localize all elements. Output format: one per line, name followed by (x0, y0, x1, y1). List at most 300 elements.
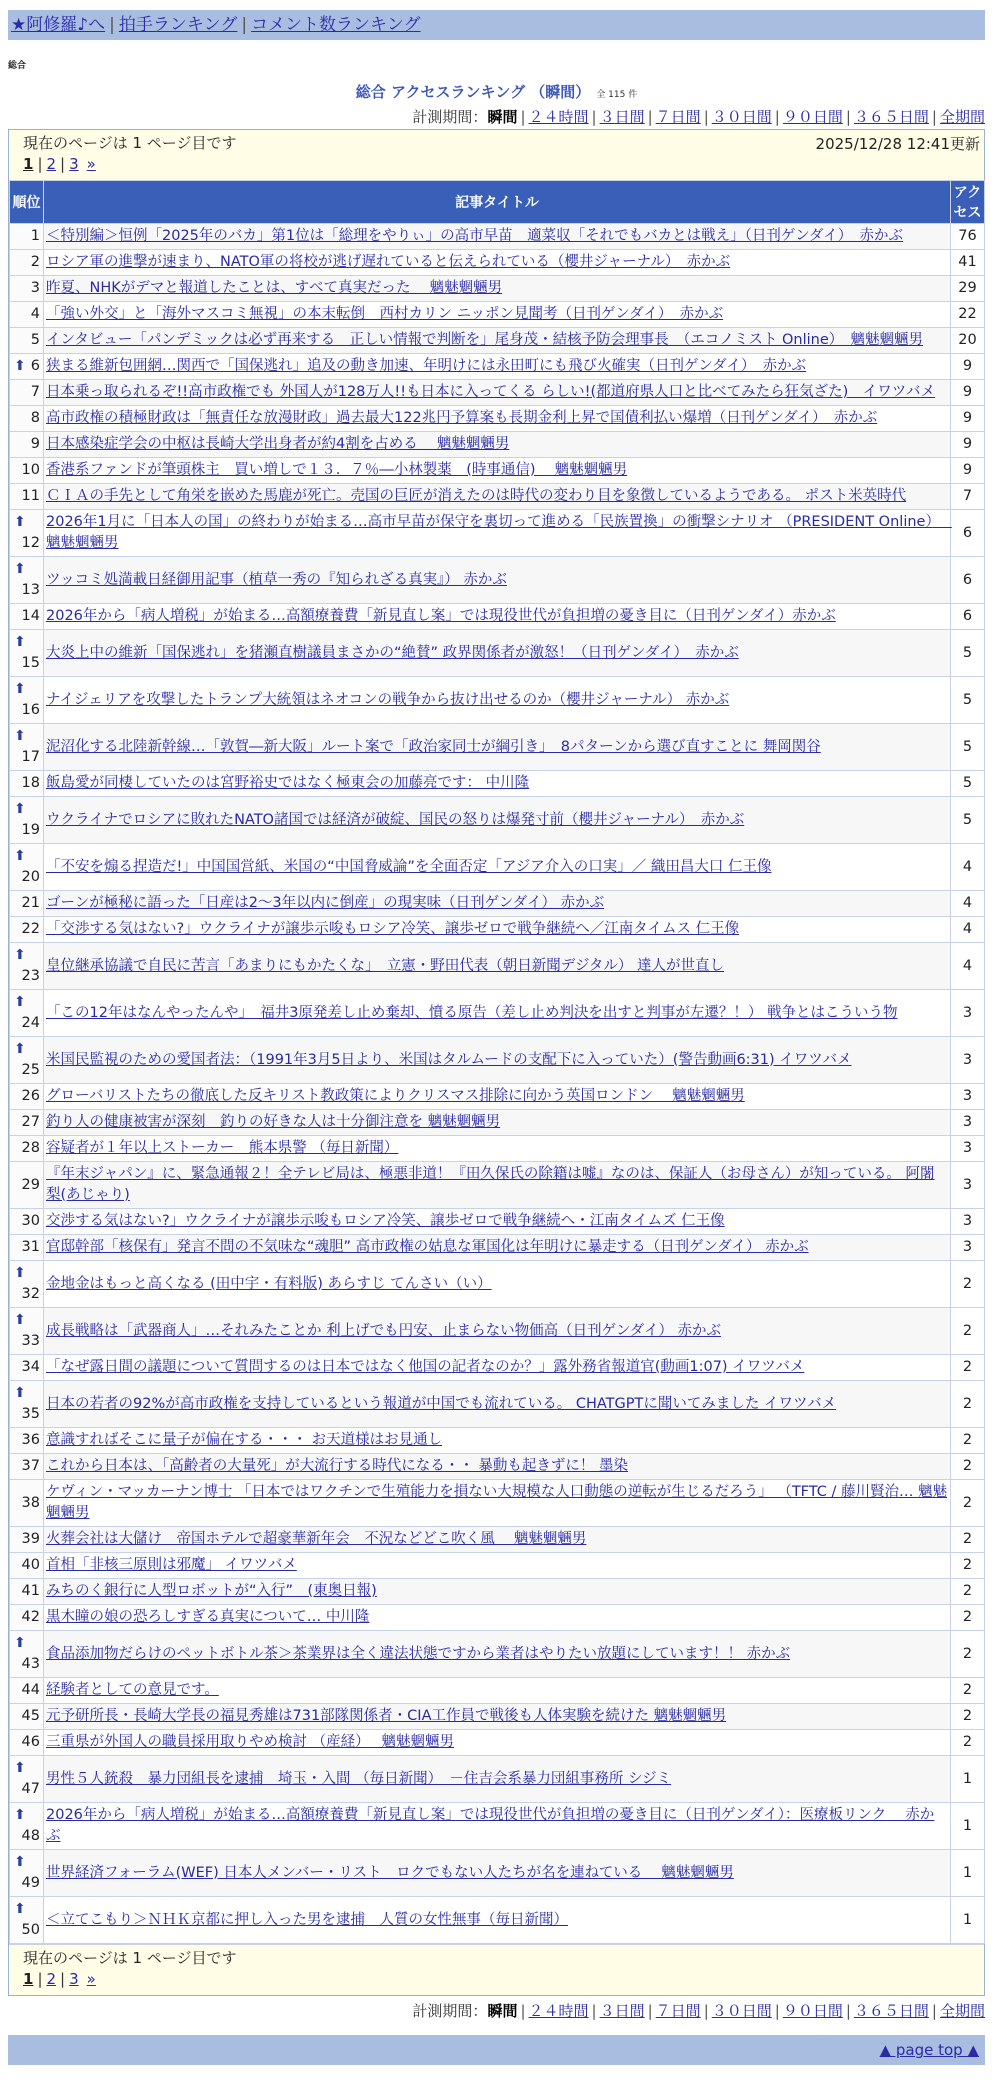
title-cell (44, 354, 951, 380)
pager-next-bottom[interactable]: » (86, 1970, 96, 1988)
table-row (10, 1261, 985, 1308)
period-option-bottom[interactable]: ７日間 (655, 2002, 701, 2020)
rank-cell (10, 224, 44, 250)
rank-number: 21 (21, 895, 40, 911)
title-cell (44, 990, 951, 1037)
rank-number: 27 (21, 1114, 40, 1130)
rank-number: 14 (21, 608, 40, 624)
article-link[interactable]: 金地金はもっと高くなる (田中宇・有料版) あらすじ てんさい（い） (46, 1275, 492, 1292)
table-row (10, 1084, 985, 1110)
table-row (10, 484, 985, 510)
clap-ranking-link[interactable]: 拍手ランキング (118, 15, 238, 35)
title-cell (44, 630, 951, 677)
access-count: 1 (951, 1897, 985, 1944)
access-count: 9 (951, 354, 985, 380)
pager-page-2[interactable]: 2 (46, 155, 57, 173)
article-link[interactable]: 2026年から「病人増税」が始まる…高額療養費「新見直し案」では現役世代が負担増の憂き目に（日刊ゲンダイ）：医療板リンク 赤かぶ (46, 1807, 935, 1844)
rank-up-arrow-icon: ⬆ (14, 994, 26, 1010)
rank-number: 37 (21, 1458, 40, 1474)
article-link[interactable]: みちのく銀行に人型ロボットが“入行” (東奥日報) (46, 1583, 377, 1599)
access-count: 2 (951, 1381, 985, 1428)
pager-top: 1 | 2 | 3 » (23, 155, 96, 173)
pager-page-2-bottom[interactable]: 2 (46, 1970, 57, 1988)
access-count: 22 (951, 302, 985, 328)
rank-number: 11 (21, 488, 40, 504)
rank-number: 41 (21, 1583, 40, 1599)
title-cell (44, 1110, 951, 1136)
title-cell (44, 1162, 951, 1209)
pager-page-1: 1 (23, 155, 34, 173)
article-link[interactable]: インタビュー「パンデミックは必ず再来する 正しい情報で判断を」尾身茂・結核予防会理事長 （エコノミスト Online） 魑魅魍魎男 (46, 332, 924, 348)
table-row (10, 1850, 985, 1897)
pager-page-1-bottom: 1 (23, 1970, 34, 1988)
rank-cell (10, 844, 44, 891)
table-row (10, 432, 985, 458)
article-link[interactable]: 「なぜ露日間の議題について質問するのは日本ではなく他国の記者なのか？」露外務省報道官(動画1:07) イワツバメ (46, 1359, 805, 1375)
rank-number: 17 (21, 749, 40, 765)
rank-number: 26 (21, 1088, 40, 1104)
article-link[interactable]: 官邸幹部「核保有」発言不問の不気味な“魂胆” 高市政権の姑息な軍国化は年明けに暴走する（日刊ゲンダイ） 赤かぶ (46, 1239, 809, 1255)
comment-ranking-link[interactable]: コメント数ランキング (251, 15, 421, 35)
table-row (10, 1136, 985, 1162)
rank-number: 8 (30, 410, 40, 426)
access-count: 3 (951, 990, 985, 1037)
rank-cell (10, 1527, 44, 1553)
table-row (10, 1381, 985, 1428)
rank-cell (10, 1209, 44, 1235)
rank-header: 順位 (10, 181, 44, 224)
article-link[interactable]: 2026年から「病人増税」が始まる…高額療養費「新見直し案」では現役世代が負担増の憂き目に（日刊ゲンダイ）赤かぶ (46, 608, 836, 624)
rank-number: 31 (21, 1239, 40, 1255)
title-cell (44, 484, 951, 510)
period-option[interactable]: ２４時間 (528, 108, 589, 126)
access-count: 5 (951, 677, 985, 724)
access-count: 1 (951, 1803, 985, 1850)
rank-cell (10, 1355, 44, 1381)
table-row (10, 1605, 985, 1631)
title-cell (44, 677, 951, 724)
article-link[interactable]: 意識すればそこに量子が偏在する・・・ お天道様はお見通し (46, 1432, 443, 1448)
title-cell (44, 1308, 951, 1355)
rank-cell (10, 1480, 44, 1527)
title-cell (44, 1480, 951, 1527)
rank-cell (10, 302, 44, 328)
article-link[interactable]: 日本乗っ取られるぞ!!高市政権でも 外国人が128万人!!も日本に入ってくる らしい!(都道府県人口と比べてみたら狂気ざた) イワツバメ (46, 384, 935, 400)
rank-number: 3 (30, 280, 40, 296)
article-link[interactable]: 「不安を煽る捏造だ!」中国国営紙、米国の“中国脅威論”を全面否定「アジア介入の口実」／ 織田昌大口 仁王像 (46, 858, 772, 875)
table-row (10, 276, 985, 302)
page-top-link[interactable]: ▲ page top ▲ (879, 2041, 979, 2059)
rank-number: 18 (21, 775, 40, 791)
rank-number: 32 (21, 1286, 40, 1302)
title-cell (44, 224, 951, 250)
rank-number: 16 (21, 702, 40, 718)
period-separator: | (703, 2002, 709, 2020)
table-row (10, 224, 985, 250)
period-separator: | (774, 2002, 780, 2020)
rank-cell (10, 328, 44, 354)
access-count: 2 (951, 1579, 985, 1605)
table-row (10, 328, 985, 354)
rank-cell (10, 917, 44, 943)
rank-up-arrow-icon: ⬆ (14, 1807, 26, 1823)
article-link[interactable]: 「この12年はなんやったんや」 福井3原発差し止め棄却、憤る原告（差し止め判決を出すと判事が左遷？！） 戦争とはこういう物 (46, 1004, 898, 1021)
article-link[interactable]: 泥沼化する北陸新幹線…「敦賀―新大阪」ルート案で「政治家同士が綱引き」 8パターンから選び直すことに 舞岡関谷 (46, 738, 821, 755)
table-row (10, 844, 985, 891)
article-link[interactable]: 皇位継承協議で自民に苦言「あまりにもかたくな」 立憲・野田代表（朝日新聞デジタル） 達人が世直し (46, 957, 724, 974)
period-option-bottom[interactable]: ３日間 (599, 2002, 645, 2020)
period-separator: | (845, 108, 851, 126)
rank-up-arrow-icon: ⬆ (14, 1901, 26, 1917)
current-page-text: 現在のページは 1 ページ目です (23, 134, 237, 152)
rank-cell (10, 458, 44, 484)
access-count: 3 (951, 1110, 985, 1136)
article-link[interactable]: 世界経済フォーラム(WEF) 日本人メンバー・リスト ロクでもない人たちが名を連ねている 魑魅魍魎男 (46, 1864, 734, 1881)
title-cell (44, 797, 951, 844)
title-cell (44, 557, 951, 604)
rank-up-arrow-icon: ⬆ (14, 681, 26, 697)
table-row (10, 1553, 985, 1579)
period-separator: | (931, 2002, 937, 2020)
rank-cell (10, 1730, 44, 1756)
article-link[interactable]: 首相「非核三原則は邪魔」 イワツバメ (46, 1557, 297, 1573)
title-cell (44, 844, 951, 891)
rank-up-arrow-icon: ⬆ (14, 561, 26, 577)
access-count: 9 (951, 406, 985, 432)
title-cell (44, 1037, 951, 1084)
access-count: 2 (951, 1308, 985, 1355)
access-count: 3 (951, 1136, 985, 1162)
article-link[interactable]: 火葬会社は大儲け 帝国ホテルで超豪華新年会 不況などどこ吹く風 魑魅魍魎男 (46, 1531, 587, 1547)
rank-number: 50 (21, 1922, 40, 1938)
table-row (10, 771, 985, 797)
access-count: 6 (951, 510, 985, 557)
article-link[interactable]: 2026年1月に「日本人の国」の終わりが始まる…高市早苗が保守を裏切って進める「民族置換」の衝撃シナリオ （PRESIDENT Online） 魑魅魍魎男 (46, 514, 952, 551)
rank-up-arrow-icon: ⬆ (14, 1312, 26, 1328)
rank-cell (10, 990, 44, 1037)
period-option-bottom[interactable]: ３０日間 (711, 2002, 772, 2020)
access-count: 5 (951, 771, 985, 797)
rank-number: 6 (30, 358, 40, 374)
title-cell (44, 1261, 951, 1308)
period-option[interactable]: ３６５日間 (853, 108, 929, 126)
access-count: 29 (951, 276, 985, 302)
table-row (10, 1897, 985, 1944)
title-cell (44, 1756, 951, 1803)
rank-cell (10, 250, 44, 276)
table-row (10, 990, 985, 1037)
period-option[interactable]: ３０日間 (711, 108, 772, 126)
rank-number: 40 (21, 1557, 40, 1573)
table-row (10, 1235, 985, 1261)
access-count: 3 (951, 1209, 985, 1235)
period-option[interactable]: ９０日間 (782, 108, 843, 126)
article-link[interactable]: 成長戦略は「武器商人」…それみたことか 利上げでも円安、止まらない物価高（日刊ゲンダイ） 赤かぶ (46, 1322, 722, 1339)
ranking-table (9, 180, 985, 1944)
table-row (10, 1678, 985, 1704)
period-separator: | (647, 2002, 653, 2020)
rank-up-arrow-icon: ⬆ (14, 1041, 26, 1057)
access-count: 2 (951, 1527, 985, 1553)
period-separator: | (591, 108, 597, 126)
rank-number: 10 (21, 462, 40, 478)
access-count: 4 (951, 891, 985, 917)
rank-number: 34 (21, 1359, 40, 1375)
access-count: 2 (951, 1355, 985, 1381)
access-count: 7 (951, 484, 985, 510)
access-count: 2 (951, 1730, 985, 1756)
rank-cell (10, 484, 44, 510)
rank-cell (10, 432, 44, 458)
rank-cell (10, 1235, 44, 1261)
rank-cell (10, 1162, 44, 1209)
rank-number: 24 (21, 1015, 40, 1031)
period-option[interactable]: 全期間 (939, 108, 985, 126)
rank-cell (10, 1605, 44, 1631)
table-row (10, 1037, 985, 1084)
table-row (10, 1162, 985, 1209)
period-label: 計測期間： (412, 108, 488, 126)
item-count: 全 115 件 (596, 90, 638, 100)
article-link[interactable]: 狭まる維新包囲網…関西で「国保逃れ」追及の動き加速、年明けには永田町にも飛び火確実（日刊ゲンダイ） 赤かぶ (46, 358, 807, 374)
access-count: 3 (951, 1037, 985, 1084)
access-count: 2 (951, 1454, 985, 1480)
article-link[interactable]: 日本の若者の92%が高市政権を支持しているという報道が中国でも流れている。 CHATGPTに聞いてみました イワツバメ (46, 1395, 837, 1412)
title-cell (44, 724, 951, 771)
title-cell (44, 1527, 951, 1553)
rank-cell (10, 771, 44, 797)
rank-number: 33 (21, 1333, 40, 1349)
access-count: 4 (951, 943, 985, 990)
article-link[interactable]: 昨夏、NHKがデマと報道したことは、すべて真実だった 魑魅魍魎男 (46, 280, 503, 296)
rank-cell (10, 1803, 44, 1850)
rank-cell (10, 1261, 44, 1308)
rank-number: 2 (30, 254, 40, 270)
rank-up-arrow-icon: ⬆ (14, 1760, 26, 1776)
article-link[interactable]: 日本感染症学会の中枢は長崎大学出身者が約4割を占める 魑魅魍魎男 (46, 436, 510, 452)
rank-up-arrow-icon: ⬆ (14, 801, 26, 817)
rank-cell (10, 557, 44, 604)
table-row (10, 1803, 985, 1850)
article-link[interactable]: 三重県が外国人の職員採用取りやめ検討 （産経） 魑魅魍魎男 (46, 1734, 454, 1750)
article-link[interactable]: ロシア軍の進撃が速まり、NATO軍の将校が逃げ遅れていると伝えられている（櫻井ジャーナル） 赤かぶ (46, 254, 731, 270)
title-cell (44, 1704, 951, 1730)
access-count: 3 (951, 1162, 985, 1209)
access-count: 4 (951, 917, 985, 943)
rank-cell (10, 943, 44, 990)
rank-up-arrow-icon: ⬆ (14, 1854, 26, 1870)
page-title (0, 81, 993, 102)
table-row (10, 1355, 985, 1381)
period-option-bottom[interactable]: ３６５日間 (853, 2002, 929, 2020)
access-header: アクセス (951, 181, 985, 224)
access-count: 4 (951, 844, 985, 891)
table-row (10, 943, 985, 990)
article-link[interactable]: 元予研所長・長崎大学長の福見秀雄は731部隊関係者・CIA工作員で戦後も人体実験を続けた 魑魅魍魎男 (46, 1708, 727, 1724)
article-link[interactable]: ウクライナでロシアに敗れたNATO諸国では経済が破綻、国民の怒りは爆発寸前（櫻井ジャーナル） 赤かぶ (46, 811, 745, 828)
title-cell (44, 917, 951, 943)
rank-number: 12 (21, 535, 40, 551)
ranking-panel (8, 129, 985, 1996)
rank-number: 23 (21, 968, 40, 984)
article-link[interactable]: 黒木瞳の娘の恐ろしすぎる真実について… 中川隆 (46, 1609, 370, 1625)
title-cell (44, 604, 951, 630)
article-link[interactable]: ＜立てこもり＞ＮＨＫ京都に押し入った男を逮捕 人質の女性無事（毎日新聞） (46, 1911, 568, 1928)
period-separator: | (520, 2002, 526, 2020)
table-row (10, 302, 985, 328)
period-option-bottom[interactable]: ９０日間 (782, 2002, 843, 2020)
rank-cell (10, 510, 44, 557)
table-row (10, 1428, 985, 1454)
article-link[interactable]: 大炎上中の維新「国保逃れ」を猪瀬直樹議員まさかの“絶賛” 政界関係者が激怒！（日刊ゲンダイ） 赤かぶ (46, 644, 739, 661)
article-link[interactable]: 飯島愛が同棲していたのは宮野裕史ではなく極東会の加藤亮です： 中川隆 (46, 775, 530, 791)
rank-cell (10, 677, 44, 724)
table-row (10, 724, 985, 771)
top-nav: ★阿修羅♪へ | 拍手ランキング | コメント数ランキング (8, 10, 985, 40)
rank-cell (10, 1454, 44, 1480)
rank-number: 35 (21, 1406, 40, 1422)
access-count: 2 (951, 1631, 985, 1678)
period-option[interactable]: ３日間 (599, 108, 645, 126)
rank-up-arrow-icon: ⬆ (14, 1385, 26, 1401)
table-row (10, 891, 985, 917)
article-link[interactable]: 釣り人の健康被害が深刻 釣りの好きな人は十分御注意を 魑魅魍魎男 (46, 1114, 501, 1130)
rank-cell (10, 354, 44, 380)
rank-cell (10, 276, 44, 302)
table-row (10, 917, 985, 943)
table-row (10, 797, 985, 844)
access-count: 9 (951, 458, 985, 484)
rank-number: 48 (21, 1828, 40, 1844)
rank-up-arrow-icon: ⬆ (14, 1635, 26, 1651)
period-selector-bottom (0, 2000, 985, 2021)
article-link[interactable]: 食品添加物だらけのペットボトル茶＞茶業界は全く違法状態ですから業者はやりたい放題にしています！！ 赤かぶ (46, 1645, 791, 1662)
rank-number: 42 (21, 1609, 40, 1625)
period-separator: | (774, 108, 780, 126)
access-count: 6 (951, 604, 985, 630)
table-row (10, 250, 985, 276)
pager-page-3[interactable]: 3 (69, 155, 79, 173)
title-cell (44, 302, 951, 328)
rank-number: 36 (21, 1432, 40, 1448)
rank-cell (10, 1308, 44, 1355)
article-link[interactable]: 『年末ジャパン』に、緊急通報２！全テレビ局は、極悪非道！『田久保氏の除籍は嘘』なのは、保証人（お母さん）が知っている。 阿闍梨(あじゃり) (46, 1166, 935, 1203)
access-count: 20 (951, 328, 985, 354)
article-link[interactable]: 男性５人銃殺 暴力団組長を逮捕 埼玉・入間 （毎日新聞） －住吉会系暴力団組事務所 シジミ (46, 1770, 672, 1787)
rank-cell (10, 1631, 44, 1678)
rank-number: 49 (21, 1875, 40, 1891)
title-cell (44, 1605, 951, 1631)
article-link[interactable]: 「交渉する気はない?」ウクライナが譲歩示唆もロシア冷笑、譲歩ゼロで戦争継続へ／江南タイムス 仁王像 (46, 921, 740, 937)
article-link[interactable]: 交渉する気はない?」ウクライナが譲歩示唆もロシア冷笑、譲歩ゼロで戦争継続へ・江南タイムズ 仁王像 (46, 1213, 725, 1229)
article-link[interactable]: これから日本は、「高齢者の大量死」が大流行する時代になる・・ 暴動も起きずに！ 墨染 (46, 1458, 628, 1474)
pager-next[interactable]: » (86, 155, 96, 173)
current-page-text-bottom: 現在のページは 1 ページ目です (23, 1949, 237, 1967)
table-row (10, 380, 985, 406)
article-link[interactable]: 香港系ファンドが筆頭株主 買い増しで１３．７％―小林製薬 (時事通信) 魑魅魍魎男 (46, 462, 628, 478)
article-link[interactable]: 米国民監視のための愛国者法：（1991年3月5日より、米国はタルムードの支配下に入っていた）(警告動画6:31) イワツバメ (46, 1051, 852, 1068)
period-separator: | (647, 108, 653, 126)
rank-up-arrow-icon: ⬆ (14, 634, 26, 650)
title-cell (44, 276, 951, 302)
rank-cell (10, 604, 44, 630)
rank-number: 22 (21, 921, 40, 937)
title-cell (44, 328, 951, 354)
period-option[interactable]: ７日間 (655, 108, 701, 126)
rank-number: 47 (21, 1781, 40, 1797)
table-row (10, 1579, 985, 1605)
rank-up-arrow-icon: ⬆ (14, 947, 26, 963)
article-link[interactable]: ケヴィン・マッカーナン博士 「日本ではワクチンで生殖能力を損ない大規模な人口動態の逆転が生じるだろう」 （TFTC / 藤川賢治… 魑魅魍魎男 (46, 1484, 948, 1521)
category-label: 総合 (8, 61, 27, 71)
period-option-bottom[interactable]: ２４時間 (528, 2002, 589, 2020)
article-link[interactable]: ゴーンが極秘に語った「日産は2～3年以内に倒産」の現実味（日刊ゲンダイ） 赤かぶ (46, 895, 605, 911)
table-row (10, 406, 985, 432)
title-cell (44, 458, 951, 484)
rank-cell (10, 406, 44, 432)
access-count: 6 (951, 557, 985, 604)
article-link[interactable]: ＣＩＡの手先として角栄を嵌めた馬鹿が死亡。売国の巨匠が消えたのは時代の変わり目を象徴しているようである。 ポスト米英時代 (46, 488, 907, 504)
article-link[interactable]: 「強い外交」と「海外マスコミ無視」の本末転倒 西村カリン ニッポン見聞考（日刊ゲンダイ） 赤かぶ (46, 306, 724, 322)
table-row (10, 1756, 985, 1803)
article-link[interactable]: 容疑者が１年以上ストーカー 熊本県警 （毎日新聞） (46, 1140, 399, 1156)
info-bar-bottom (9, 1944, 984, 1995)
title-cell (44, 1553, 951, 1579)
article-link[interactable]: 経験者としての意見です。 (46, 1682, 219, 1698)
rank-cell (10, 1579, 44, 1605)
rank-cell (10, 1381, 44, 1428)
title-cell (44, 432, 951, 458)
rank-up-arrow-icon: ⬆ (14, 514, 26, 530)
period-option-bottom[interactable]: 全期間 (939, 2002, 985, 2020)
pager-page-3-bottom[interactable]: 3 (69, 1970, 79, 1988)
title-cell (44, 1850, 951, 1897)
page-title-text: 総合 アクセスランキング （瞬間） (355, 83, 591, 101)
title-cell (44, 1454, 951, 1480)
rank-number: 29 (21, 1176, 40, 1193)
article-link[interactable]: ツッコミ処満載日経御用記事（植草一秀の『知られざる真実』） 赤かぶ (46, 571, 507, 588)
rank-up-arrow-icon: ⬆ (14, 728, 26, 744)
title-cell (44, 1579, 951, 1605)
table-header-row (10, 181, 985, 224)
access-count: 1 (951, 1756, 985, 1803)
rank-up-arrow-icon: ⬆ (14, 358, 26, 374)
table-row (10, 1480, 985, 1527)
rank-up-arrow-icon: ⬆ (14, 848, 26, 864)
table-row (10, 604, 985, 630)
table-row (10, 630, 985, 677)
article-link[interactable]: 高市政権の積極財政は「無責任な放漫財政」過去最大122兆円予算案も長期金利上昇で国債利払い爆増（日刊ゲンダイ） 赤かぶ (46, 410, 878, 426)
period-separator: | (845, 2002, 851, 2020)
rank-cell (10, 1678, 44, 1704)
title-cell (44, 1897, 951, 1944)
period-label-bottom: 計測期間： (412, 2002, 488, 2020)
title-cell (44, 1428, 951, 1454)
rank-cell (10, 797, 44, 844)
title-cell (44, 1381, 951, 1428)
updated-time: 2025/12/28 12:41更新 (815, 135, 980, 153)
article-link[interactable]: グローバリストたちの徹底した反キリスト教政策によりクリスマス排除に向かう英国ロンドン 魑魅魍魎男 (46, 1088, 745, 1104)
table-row (10, 1454, 985, 1480)
article-link[interactable]: ＜特別編＞恒例「2025年のバカ」第1位は「総理をやりぃ」の高市早苗 適菜収「それでもバカとは戦え」（日刊ゲンダイ） 赤かぶ (46, 228, 903, 244)
period-separator: | (591, 2002, 597, 2020)
home-link[interactable]: ★阿修羅♪へ (11, 15, 106, 35)
access-count: 41 (951, 250, 985, 276)
article-link[interactable]: ナイジェリアを攻撃したトランプ大統領はネオコンの戦争から抜け出せるのか（櫻井ジャーナル） 赤かぶ (46, 691, 730, 708)
rank-cell (10, 1084, 44, 1110)
title-cell (44, 1084, 951, 1110)
access-count: 2 (951, 1428, 985, 1454)
